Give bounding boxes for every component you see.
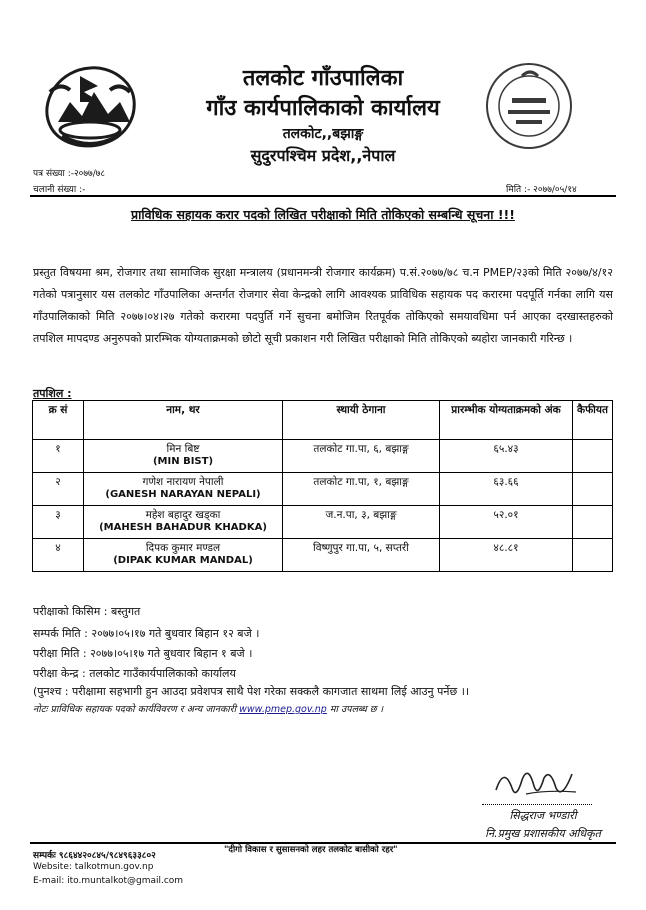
cell-name <box>84 506 283 539</box>
cell-address: तलकोट गा.पा, ६, बझाङ्ग <box>283 440 440 473</box>
table-row <box>33 440 613 473</box>
exam-center: परीक्षा केन्द्र : तलकोट गाउँकार्यपालिकाको कार्यालय <box>33 667 236 680</box>
footnote-suffix: मा उपलब्ध छ । <box>326 704 384 715</box>
office-subtitle: गाँउ कार्यपालिकाको कार्यालय <box>206 96 440 121</box>
name-nepali: महेश बहादुर खड्का <box>145 509 221 521</box>
name-english: (DIPAK KUMAR MANDAL) <box>113 555 253 566</box>
cell-address: ज.न.पा, ३, बझाङ्ग <box>283 506 440 539</box>
cell-score: ६३.६६ <box>440 473 573 506</box>
pmep-link[interactable]: www.pmep.gov.np <box>239 704 327 715</box>
signatory-name: सिद्धराज भण्डारी <box>509 809 577 822</box>
signature-line <box>482 804 592 805</box>
signature-icon <box>486 760 586 804</box>
cell-remark <box>573 440 613 473</box>
exam-type: परीक्षाको किसिम : बस्तुगत <box>33 605 141 618</box>
cell-remark <box>573 539 613 572</box>
letter-date: मिति :- २०७७/०५/१४ <box>506 185 577 195</box>
col-remarks: कैफीयत <box>573 401 613 440</box>
notice-body: प्रस्तुत विषयमा श्रम, रोजगार तथा सामाजिक सुरक्षा मन्त्रालय (प्रधानमन्त्री रोजगार कार्यक्रम) प.सं.२०७७/७८ च.न PMEP/२३को मिति २०७७/४/१२ गतेको पत्रानुसार यस तलकोट गाँउपालिका अन्तर्गत रोजगार सेवा केन्द्रको लागि आवश्यक प्राविधिक सहायक पद करारमा पदपूर्ति गर्नका लागि यस गाँउपालिकाको मिति २०७७।०४।२७ गतेको करारमा पदपुर्ति गर्ने सुचना बमोजिम रितपूर्वक तोकिएको समयावधिमा पर्न आएका दरखास्तहरुको तपशिल मापदण्ड अनुरुपको प्रारम्भिक योग्यताक्रमको छोटो सूची प्रकाशन गरी लिखित परीक्षाको मिति तोकिएको ब्यहोरा जानकारी गरिन्छ । <box>33 266 613 345</box>
table-row <box>33 473 613 506</box>
footnote <box>33 702 383 715</box>
col-address: स्थायी ठेगाना <box>283 401 440 440</box>
footer-website[interactable]: Website: talkotmun.gov.np <box>33 862 154 872</box>
cell-score: ५२.०१ <box>440 506 573 539</box>
office-name: तलकोट गाँउपालिका <box>242 66 404 91</box>
footer-email[interactable]: E-mail: ito.muntalkot@gmail.com <box>33 876 184 886</box>
table-row <box>33 539 613 572</box>
col-name: नाम, थर <box>84 401 283 440</box>
cell-name <box>84 473 283 506</box>
footnote-prefix: नोटः प्राविधिक सहायक पदको कार्यविवरण र अन्य जानकारी <box>33 704 240 715</box>
cell-serial: १ <box>33 440 84 473</box>
footer-phone: सम्पर्कः ९८६४४२०८४५/९८४९६३३८०२ <box>33 851 156 861</box>
details-label: तपशिल : <box>33 387 72 400</box>
contact-date: सम्पर्क मिति : २०७७।०५।१७ गते बुधवार बिहान १२ बजे । <box>33 627 260 640</box>
cell-serial: ३ <box>33 506 84 539</box>
cell-address: तलकोट गा.पा, १, बझाङ्ग <box>283 473 440 506</box>
cell-address: विष्णुपुर गा.पा, ५, सप्तरी <box>283 539 440 572</box>
notice-title: प्राविधिक सहायक करार पदको लिखित परीक्षाको मिति तोकिएको सम्बन्धि सूचना !!! <box>131 207 515 222</box>
cell-serial: ४ <box>33 539 84 572</box>
name-nepali: गणेश नारायण नेपाली <box>142 476 224 488</box>
cell-remark <box>573 473 613 506</box>
name-english: (MAHESH BAHADUR KHADKA) <box>99 522 267 533</box>
signatory-title: नि.प्रमुख प्रशासकीय अधिकृत <box>485 827 601 840</box>
cell-score: ४८.८१ <box>440 539 573 572</box>
cell-serial: २ <box>33 473 84 506</box>
col-serial: क्र सं <box>33 401 84 440</box>
exam-date: परीक्षा मिति : २०७७।०५।१७ गते बुधवार बिहान १ बजे । <box>33 647 253 660</box>
cell-name <box>84 539 283 572</box>
office-location: तलकोट,,बझाङ्ग <box>282 126 364 142</box>
header-divider <box>30 195 616 197</box>
candidate-table <box>32 400 613 572</box>
name-english: (MIN BIST) <box>152 456 214 467</box>
cell-score: ६५.४३ <box>440 440 573 473</box>
name-nepali: मिन बिष्ट <box>166 443 200 455</box>
cell-name <box>84 440 283 473</box>
letter-number: पत्र संख्या :-२०७७/७८ <box>33 169 106 179</box>
office-province: सुदुरपश्चिम प्रदेश,,नेपाल <box>250 146 396 165</box>
col-score: प्रारम्भीक योग्यताक्रमको अंक <box>440 401 573 440</box>
footer-slogan: "दीगो विकास र सुसासनको लहर तलकोट बासीको रहर" <box>224 845 398 855</box>
cell-remark <box>573 506 613 539</box>
table-header-row <box>33 401 613 440</box>
name-english: (GANESH NARAYAN NEPALI) <box>105 489 261 500</box>
name-nepali: दिपक कुमार मण्डल <box>145 542 221 554</box>
table-row <box>33 506 613 539</box>
reminder-note: (पुनश्च : परीक्षामा सहभागी हुन आउदा प्रवेशपत्र साथै पेश गरेका सक्कलै कागजात साथमा लिई आउनु पर्नेछ ।। <box>33 685 470 698</box>
dispatch-number: चलानी संख्या :- <box>33 185 86 195</box>
